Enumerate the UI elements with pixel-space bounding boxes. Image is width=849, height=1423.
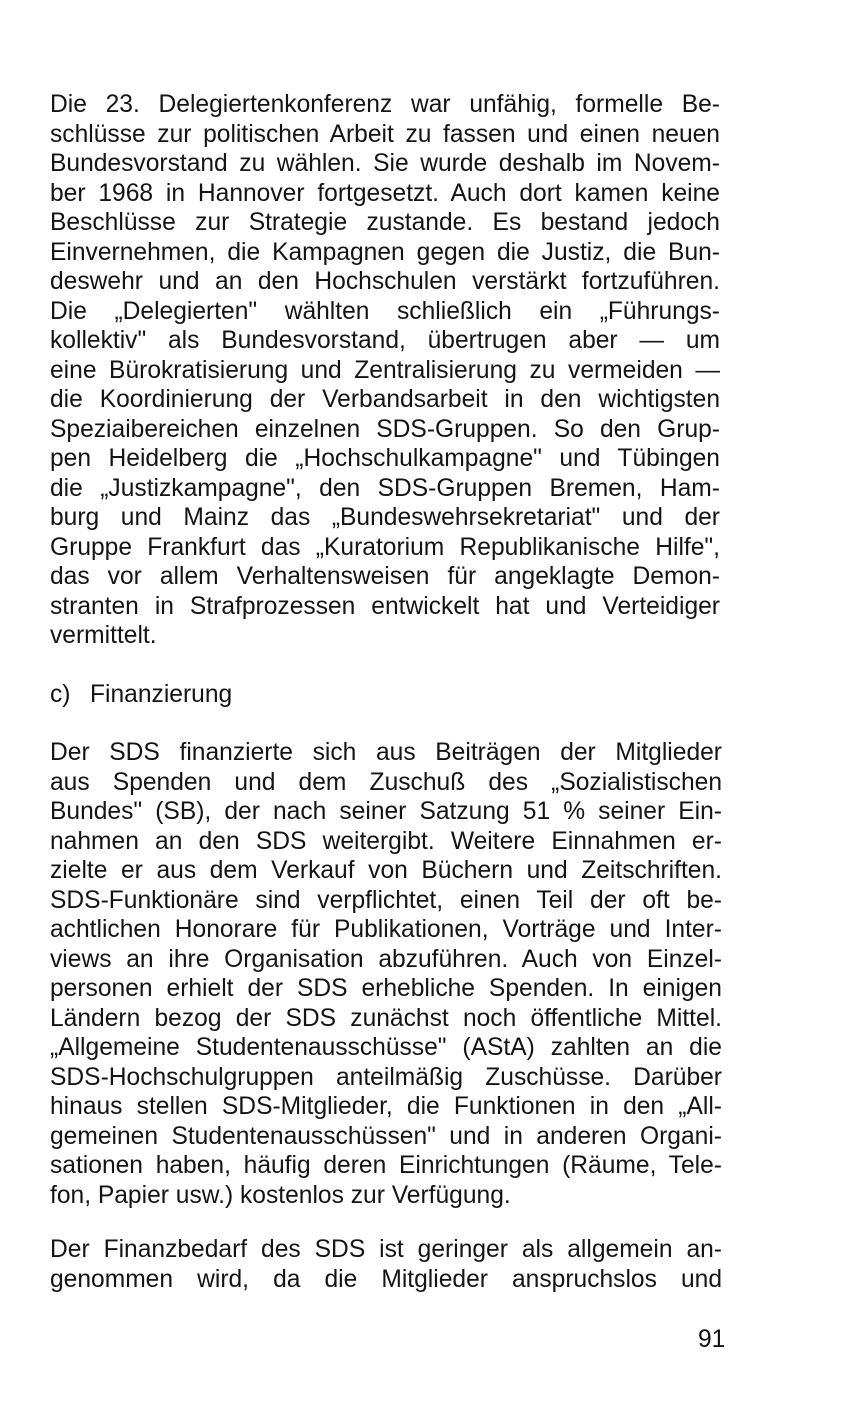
- text-line: stranten in Strafprozessen entwickelt hat und Verteidiger: [50, 592, 720, 620]
- text-line: deswehr und an den Hochschulen verstärkt fortzuführen.: [50, 268, 720, 295]
- text-line: aus Spenden und dem Zuschuß des „Sozialistischen: [50, 768, 722, 796]
- text-line: hinaus stellen SDS-Mitglieder, die Funktionen in den „All-: [50, 1093, 722, 1120]
- text-line: „Allgemeine Studentenausschüsse" (AStA) zahlten an die: [50, 1034, 722, 1061]
- text-line: burg und Mainz das „Bundeswehrsekretariat" und der: [50, 504, 720, 531]
- section-heading-title: Finanzierung: [90, 681, 233, 708]
- text-line: SDS-Hochschulgruppen anteilmäßig Zuschüsse. Darüber: [50, 1063, 722, 1091]
- text-line: Die 23. Delegiertenkonferenz war unfähig, formelle Be-: [50, 91, 720, 118]
- text-line: die „Justizkampagne", den SDS-Gruppen Bremen, Ham-: [50, 474, 720, 502]
- text-line: Bundes" (SB), der nach seiner Satzung 51 % seiner Ein-: [50, 798, 722, 825]
- text-line: zielte er aus dem Verkauf von Büchern und Zeitschriften.: [50, 857, 722, 884]
- text-line: sationen haben, häufig deren Einrichtungen (Räume, Tele-: [50, 1152, 722, 1179]
- paragraph-delegiertenkonferenz: [50, 90, 720, 651]
- text-line: schlüsse zur politischen Arbeit zu fassen und einen neuen: [50, 120, 720, 148]
- text-line: nahmen an den SDS weitergibt. Weitere Einnahmen er-: [50, 827, 722, 855]
- paragraph-finanzbedarf: [50, 1235, 722, 1294]
- text-line: genommen wird, da die Mitglieder anspruchslos und: [50, 1265, 722, 1293]
- text-line: Der Finanzbedarf des SDS ist geringer als allgemein an-: [50, 1236, 722, 1263]
- text-line: vermittelt.: [50, 622, 157, 649]
- text-line: fon, Papier usw.) kostenlos zur Verfügung.: [50, 1181, 511, 1209]
- page-number: 91: [698, 1326, 726, 1353]
- text-line: achtlichen Honorare für Publikationen, Vorträge und Inter-: [50, 916, 722, 943]
- text-line: views an ihre Organisation abzuführen. Auch von Einzel-: [50, 945, 722, 973]
- text-line: Die „Delegierten" wählten schließlich ein „Führungs-: [50, 297, 720, 325]
- text-line: gemeinen Studentenausschüssen" und in anderen Organi-: [50, 1122, 722, 1150]
- text-line: Beschlüsse zur Strategie zustande. Es bestand jedoch: [50, 209, 720, 236]
- text-line: eine Bürokratisierung und Zentralisierung zu vermeiden —: [50, 356, 720, 384]
- paragraph-finanzierung: [50, 738, 722, 1210]
- text-line: personen erhielt der SDS erhebliche Spenden. In einigen: [50, 975, 722, 1002]
- section-heading-label: c): [50, 681, 71, 708]
- text-line: Bundesvorstand zu wählen. Sie wurde deshalb im Novem-: [50, 150, 720, 177]
- text-line: SDS-Funktionäre sind verpflichtet, einen Teil der oft be-: [50, 886, 722, 914]
- text-line: kollektiv" als Bundesvorstand, übertrugen aber — um: [50, 327, 720, 354]
- text-line: Gruppe Frankfurt das „Kuratorium Republikanische Hilfe",: [50, 533, 720, 561]
- text-line: Einvernehmen, die Kampagnen gegen die Justiz, die Bun-: [50, 238, 720, 266]
- text-line: Speziaibereichen einzelnen SDS-Gruppen. So den Grup-: [50, 415, 720, 443]
- text-line: ber 1968 in Hannover fortgesetzt. Auch dort kamen keine: [50, 179, 720, 207]
- text-line: pen Heidelberg die „Hochschulkampagne" und Tübingen: [50, 445, 720, 472]
- section-heading: [50, 680, 232, 710]
- text-line: Der SDS finanzierte sich aus Beiträgen der Mitglieder: [50, 739, 722, 766]
- text-line: die Koordinierung der Verbandsarbeit in den wichtigsten: [50, 386, 720, 413]
- text-line: das vor allem Verhaltensweisen für angeklagte Demon-: [50, 563, 720, 590]
- text-line: Ländern bezog der SDS zunächst noch öffentliche Mittel.: [50, 1004, 722, 1032]
